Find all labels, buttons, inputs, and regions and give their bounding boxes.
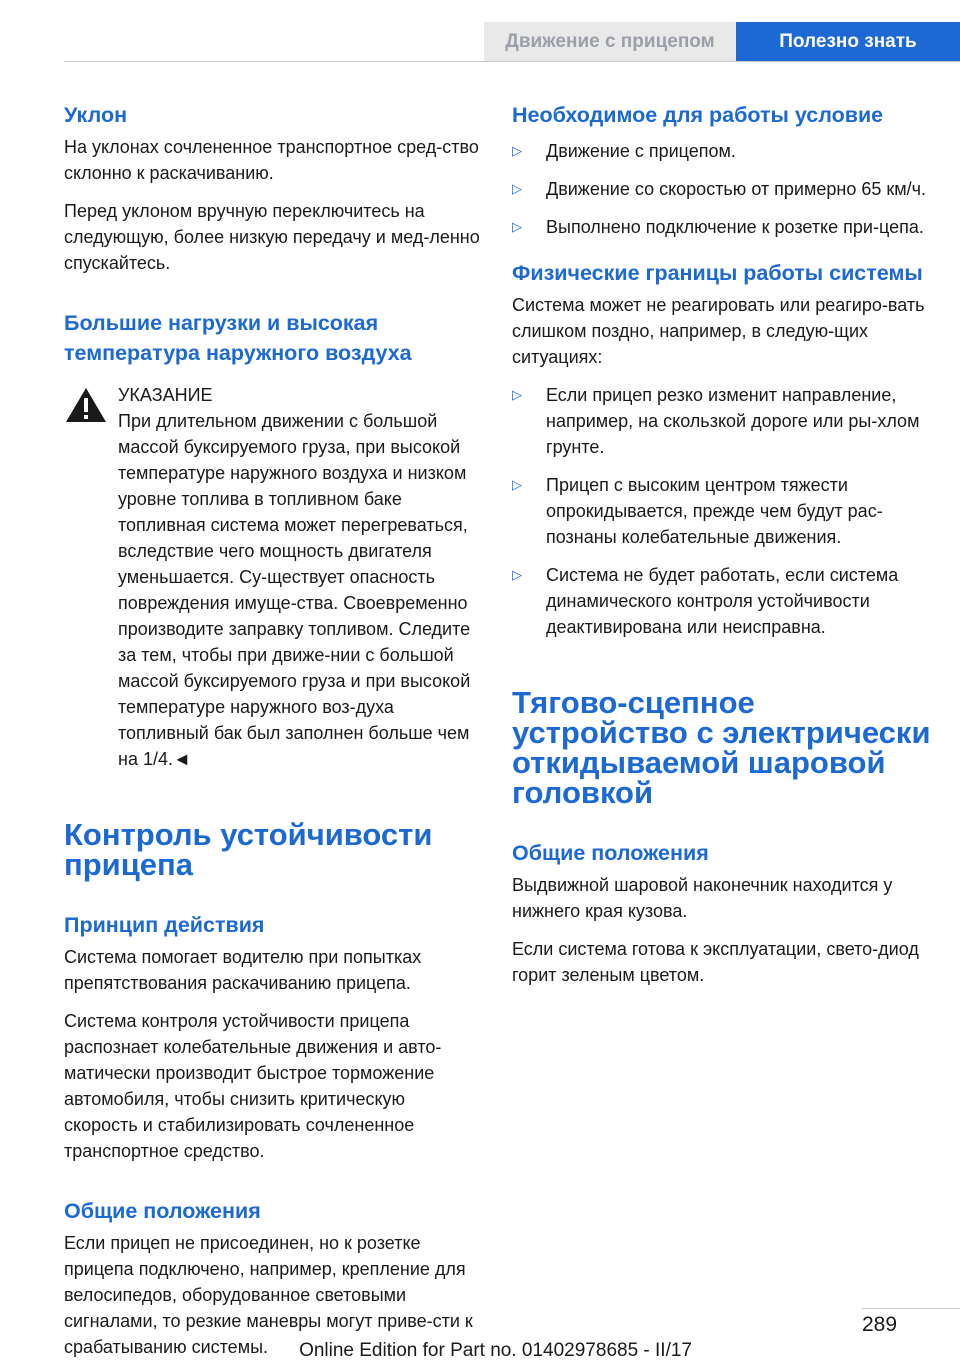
heading-tow-hitch: Тягово-сцепное устройство с электрически откидываемой шаровой головкой [512,685,931,810]
page-number: 289 [862,1313,898,1336]
triangle-right-outline-icon: ▷ [512,567,522,582]
right-column [512,100,932,1000]
heading-condition: Необходимое для работы условие [512,103,884,127]
paragraph: Перед уклоном вручную переключитесь на следующую, более низкую передачу и мед-ленно спускайтесь. [64,201,480,273]
warning-title: УКАЗАНИЕ [118,385,213,405]
paragraph: Если прицеп не присоединен, но к розетке прицепа подключено, например, крепление для велосипедов, оборудованное световыми сигналами, то резкие маневры могут приве-сти к срабатыванию системы. [64,1233,473,1357]
left-column [64,100,480,1372]
triangle-right-outline-icon: ▷ [512,181,522,196]
warning-notice [64,382,480,772]
list-item: ▷ Если прицеп резко изменит направление, например, на скользкой дороге или ры-хлом грунте. [512,382,932,460]
list-item: ▷ Выполнено подключение к розетке при-цепа. [512,214,932,240]
heading-slope: Уклон [64,103,128,127]
limits-list [512,382,932,640]
edition-text: Online Edition for Part no. 01402978685 - II/17 [299,1340,692,1361]
paragraph: Система контроля устойчивости прицепа распознает колебательные движения и авто-матически производит быстрое торможение автомобиля, чтобы снизить критическую скорость и стабилизировать сочлененное транспортное средство. [64,1011,442,1161]
warning-triangle-icon [64,386,108,424]
paragraph: Выдвижной шаровой наконечник находится у нижнего края кузова. [512,875,893,921]
triangle-right-outline-icon: ▷ [512,219,522,234]
conditions-list [512,138,932,240]
paragraph: Система может не реагировать или реагиро-вать слишком поздно, например, в следую-щих ситуациях: [512,295,925,367]
page-header [0,0,960,62]
chapter-tab[interactable]: Движение с прицепом [484,22,736,62]
paragraph: Система помогает водителю при попытках препятствования раскачиванию прицепа. [64,947,422,993]
list-item: ▷ Прицеп с высоким центром тяжести опрокидывается, прежде чем будут рас-познаны колебательные движения. [512,472,932,550]
list-item: ▷ Система не будет работать, если система динамического контроля устойчивости деактивирована или неисправна. [512,562,932,640]
paragraph: Если система готова к эксплуатации, свето-диод горит зеленым цветом. [512,939,919,985]
heading-trailer-stability: Контроль устойчивости прицепа [64,817,433,882]
heading-general: Общие положения [512,841,709,865]
triangle-right-outline-icon: ▷ [512,143,522,158]
heading-heavy-load: Большие нагрузки и высокая температура наружного воздуха [64,311,412,365]
footer-divider [862,1308,960,1309]
list-item: ▷ Движение с прицепом. [512,138,932,164]
header-divider [64,61,960,62]
paragraph: На уклонах сочлененное транспортное сред-ство склонно к раскачиванию. [64,137,479,183]
section-tab[interactable]: Полезно знать [736,22,960,62]
heading-principle: Принцип действия [64,913,265,937]
triangle-right-outline-icon: ▷ [512,387,522,402]
heading-general: Общие положения [64,1199,261,1223]
warning-text: При длительном движении с большой массой буксируемого груза, при высокой температуре наружного воздуха и низком уровне топлива в топливном баке топливная система может перегреваться, вследствие чего мощность двигателя уменьшается. Су-ществует опасность повреждения имуще-ства. Своевременно производите заправку топливом. Следите за тем, чтобы при движе-нии с большой массой буксируемого груза и при высокой температуре наружного воз-духа топливный бак был заполнен больше чем на 1/4.◄ [118,411,471,769]
list-item: ▷ Движение со скоростью от примерно 65 км/ч. [512,176,932,202]
triangle-right-outline-icon: ▷ [512,477,522,492]
heading-limits: Физические границы работы системы [512,261,923,285]
